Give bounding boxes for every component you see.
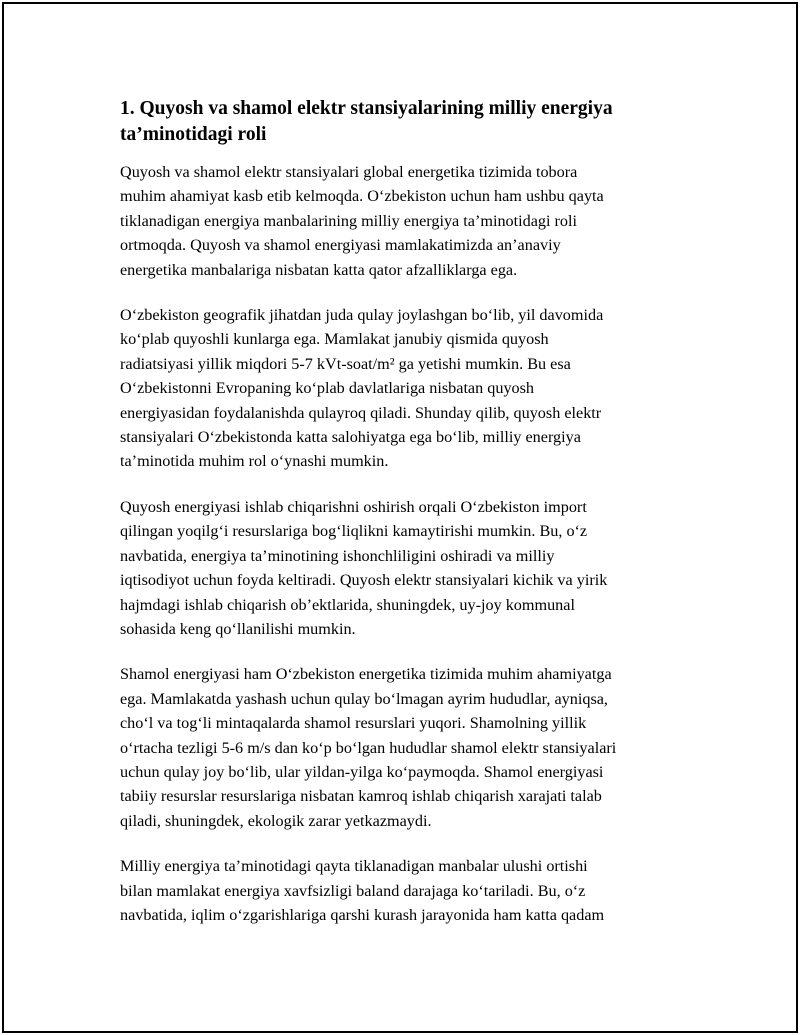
heading-line: 1. Quyosh va shamol elektr stansiyalarining milliy energiya bbox=[120, 98, 613, 119]
text-line: radiatsiyasi yillik miqdori 5-7 kVt-soat/m² ga yetishi mumkin. Bu esa bbox=[120, 354, 571, 373]
text-line: O‘zbekistonni Evropaning ko‘plab davlatlariga nisbatan quyosh bbox=[120, 379, 535, 398]
paragraph-3 bbox=[120, 495, 700, 641]
heading-line: ta’minotidagi roli bbox=[120, 124, 267, 145]
text-line: hajmdagi ishlab chiqarish ob’ektlarida, shuningdek, uy-joy kommunal bbox=[120, 595, 575, 614]
text-line: O‘zbekiston geografik jihatdan juda qulay joylashgan bo‘lib, yil davomida bbox=[120, 306, 604, 325]
text-line: ega. Mamlakatda yashash uchun qulay bo‘lmagan ayrim hududlar, ayniqsa, bbox=[120, 689, 608, 708]
text-line: Milliy energiya ta’minotidagi qayta tiklanadigan manbalar ulushi ortishi bbox=[120, 857, 588, 876]
text-line: qiladi, shuningdek, ekologik zarar yetkazmaydi. bbox=[120, 811, 432, 830]
section-heading bbox=[120, 96, 700, 148]
text-line: Quyosh va shamol elektr stansiyalari global energetika tizimida tobora bbox=[120, 163, 578, 181]
text-line: o‘rtacha tezligi 5-6 m/s dan ko‘p bo‘lgan hududlar shamol elektr stansiyalari bbox=[120, 738, 617, 757]
text-line: tabiiy resurslar resurslariga nisbatan kamroq ishlab chiqarish xarajati talab bbox=[120, 787, 602, 806]
text-line: bilan mamlakat energiya xavfsizligi baland darajaga ko‘tariladi. Bu, o‘z bbox=[120, 881, 586, 900]
paragraph-1 bbox=[120, 160, 700, 282]
text-line: ta’minotida muhim rol o‘ynashi mumkin. bbox=[120, 452, 389, 471]
text-line: energiyasidan foydalanishda qulayroq qiladi. Shunday qilib, quyosh elektr bbox=[120, 403, 602, 422]
text-line: tiklanadigan energiya manbalarining milliy energiya ta’minotidagi roli bbox=[120, 211, 578, 230]
text-line: muhim ahamiyat kasb etib kelmoqda. O‘zbekiston uchun ham ushbu qayta bbox=[120, 187, 604, 206]
text-line: qilingan yoqilg‘i resurslariga bog‘liqlikni kamaytirishi mumkin. Bu, o‘z bbox=[120, 522, 588, 541]
text-line: ko‘plab quyoshli kunlarga ega. Mamlakat janubiy qismida quyosh bbox=[120, 330, 549, 349]
text-line: uchun qulay joy bo‘lib, ular yildan-yilga ko‘paymoqda. Shamol energiyasi bbox=[120, 762, 604, 781]
text-line: energetika manbalariga nisbatan katta qator afzalliklarga ega. bbox=[120, 260, 518, 279]
paragraph-4 bbox=[120, 662, 700, 833]
text-line: iqtisodiyot uchun foyda keltiradi. Quyosh elektr stansiyalari kichik va yirik bbox=[120, 571, 608, 590]
text-line: navbatida, iqlim o‘zgarishlariga qarshi kurash jarayonida ham katta qadam bbox=[120, 905, 605, 924]
text-line: stansiyalari O‘zbekistonda katta salohiyatga ega bo‘lib, milliy energiya bbox=[120, 428, 581, 447]
page-frame bbox=[2, 2, 798, 1033]
text-line: Quyosh energiyasi ishlab chiqarishni oshirish orqali O‘zbekiston import bbox=[120, 497, 587, 516]
text-line: Shamol energiyasi ham O‘zbekiston energetika tizimida muhim ahamiyatga bbox=[120, 665, 612, 684]
text-line: ortmoqda. Quyosh va shamol energiyasi mamlakatimizda an’anaviy bbox=[120, 236, 561, 255]
text-line: cho‘l va tog‘li mintaqalarda shamol resurslari yuqori. Shamolning yillik bbox=[120, 714, 587, 733]
paragraph-5 bbox=[120, 854, 700, 927]
document-body bbox=[120, 96, 700, 948]
paragraph-2 bbox=[120, 303, 700, 474]
text-line: sohasida keng qo‘llanilishi mumkin. bbox=[120, 619, 356, 638]
text-line: navbatida, energiya ta’minotining ishonchliligini oshiradi va milliy bbox=[120, 546, 555, 565]
